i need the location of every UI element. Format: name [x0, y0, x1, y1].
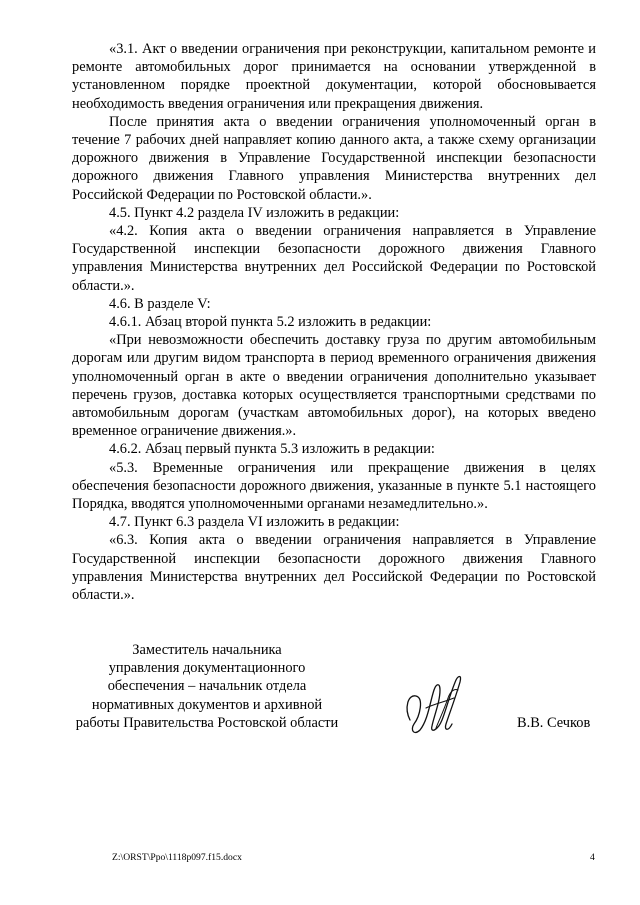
signatory-title-line: нормативных документов и архивной [91, 696, 323, 713]
signatory-name: В.В. Сечков [517, 715, 591, 731]
paragraph-4-7: 4.7. Пункт 6.3 раздела VI изложить в редакции: [109, 514, 400, 531]
paragraph-4-2-quote: «4.2. Копия акта о введении ограничения направляется в Управление Государственной инспекции безопасности дорожного движения Главного управления Министерства внутренних дел Российской Федерации по Ростовской области.». [72, 223, 596, 294]
footer-file-path: Z:\ORST\Ppo\1118p097.f15.docx [112, 852, 242, 863]
paragraph-6-3-quote: «6.3. Копия акта о введении ограничения направляется в Управление Государственной инспекции безопасности дорожного движения Главного управления Министерства внутренних дел Российской Федерации по Ростовской области.». [72, 532, 596, 604]
handwritten-signature [400, 668, 472, 744]
paragraph-after-act: После принятия акта о введении ограничения уполномоченный орган в течение 7 рабочих дней направляет копию данного акта, а также схему организации дорожного движения в Управление Государственной инспекции безопасности дорожного движения Главного управления Министерства внутренних дел Российской Федерации по Ростовской области.». [72, 113, 596, 203]
signatory-title-line: Заместитель начальника [132, 642, 282, 658]
signatory-title-line: работы Правительства Ростовской области [75, 714, 339, 731]
paragraph-5-3-quote: «5.3. Временные ограничения или прекращение движения в целях обеспечения безопасности дорожного движения, указанные в пункте 5.1 настоящего Порядка, вводятся уполномоченными органами незамедлительно.». [72, 459, 596, 513]
signatory-title [64, 641, 350, 732]
paragraph-4-6-1: 4.6.1. Абзац второй пункта 5.2 изложить в редакции: [109, 314, 432, 331]
paragraph-5-2-quote: «При невозможности обеспечить доставку груза по другим автомобильным дорогам или другим видом транспорта в период временного ограничения движения уполномоченный орган в акте о введении ограничения дополнительно указывает перечень грузов, доставка которых осуществляется транспортными средствами по автомобильным дорогам (участкам автомобильных дорог), на которых введено временное ограничение движения.». [72, 332, 596, 440]
page-number: 4 [590, 852, 595, 863]
paragraph-3-1: «3.1. Акт о введении ограничения при реконструкции, капитальном ремонте и ремонте автомобильных дорог принимается на основании утвержденной в установленном порядке проектной документации, которой обосновывается необходимость введения ограничения или прекращения движения. [72, 41, 596, 112]
signatory-title-line: управления документационного [108, 660, 306, 677]
paragraph-4-6-2: 4.6.2. Абзац первый пункта 5.3 изложить в редакции: [109, 441, 435, 458]
paragraph-4-5: 4.5. Пункт 4.2 раздела IV изложить в редакции: [109, 204, 400, 221]
document-body [72, 40, 596, 604]
signatory-title-line: обеспечения – начальник отдела [107, 678, 307, 695]
paragraph-4-6: 4.6. В разделе V: [109, 295, 211, 312]
